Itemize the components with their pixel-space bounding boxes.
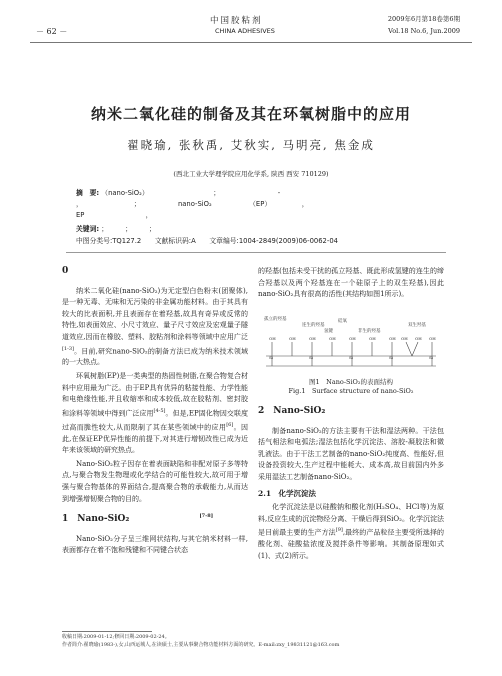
abstract-label: 摘 要: xyxy=(76,189,100,197)
citation: [1-3] xyxy=(62,345,74,352)
page-number: － 62 － xyxy=(36,27,68,36)
footnote-received: 收稿日期:2009-01-12;修回日期:2009-02-24。 xyxy=(62,634,170,640)
left-column xyxy=(62,266,248,559)
svg-text:OH: OH xyxy=(369,336,376,341)
fig-label-hbond: 氢键 xyxy=(324,329,333,334)
journal-name-cn: 中国胶粘剂 xyxy=(210,16,263,26)
svg-text:OH: OH xyxy=(401,336,408,341)
running-header xyxy=(0,14,502,44)
abstract-text-1: （nano-SiO₂） ； - xyxy=(101,189,281,197)
issue-volume: Vol.18 No.6, Jun.2009 xyxy=(388,27,460,35)
section-1-title: 1 Nano-SiO₂ xyxy=(62,514,130,525)
intro-p1-tail: 。目前,研究nano-SiO₂的制备方法已成为纳米技术领域的一大热点。 xyxy=(62,346,248,367)
header-rule xyxy=(30,42,472,43)
intro-paragraph-3: Nano-SiO₂粒子因存在着表面缺陷和非配对原子多等特点,与聚合物发生物理或化学结合的可能性较大,故可用于增强与聚合物基体的界面结合,提高聚合物的承载能力,从而达到增强增韧聚合物的目的。 xyxy=(62,459,248,503)
svg-text:Si: Si xyxy=(389,355,394,360)
section-1-heading xyxy=(62,511,248,526)
section-2-1-paragraph xyxy=(258,502,444,562)
section-2-1-heading: 2.1 化学沉淀法 xyxy=(258,488,317,498)
svg-text:OH: OH xyxy=(329,336,336,341)
svg-text:OH: OH xyxy=(389,336,396,341)
svg-text:OH: OH xyxy=(289,336,296,341)
svg-text:OH: OH xyxy=(415,336,422,341)
abstract-text-3: EP ， xyxy=(76,211,153,219)
section-2-1-tail: ,最终的产品粒径主要受所选择的酸化剂、硅酸盐浓度及搅拌条件等影响。其制备原理如式(1)、式(2)所示。 xyxy=(258,528,445,560)
section-1-paragraph: Nano-SiO₂分子呈三维网状结构,与其它纳米材料一样,表面都存在着不饱和残键和不同键合状态 xyxy=(62,534,248,555)
affiliation: (西北工业大学理学院应用化学系, 陕西 西安 710129) xyxy=(173,170,329,178)
svg-text:Si: Si xyxy=(309,355,314,360)
intro-p2-tail: 。但是,EP固化物因交联度过高而脆性较大,从而限制了其在某些领域中的应用 xyxy=(62,409,249,432)
atom-labels xyxy=(269,336,436,360)
figure-1-diagram xyxy=(258,312,444,374)
svg-text:Si: Si xyxy=(269,355,274,360)
intro-p2-tail2: 。因此,在保证EP优异性能的前提下,对其进行增韧改性已成为近年来该领域的研究热点。 xyxy=(62,423,248,455)
abstract-divider xyxy=(66,252,446,253)
intro-p2-text: 环氧树脂(EP)是一类典型的热固性树脂,在聚合物复合材料中应用最为广泛。由于EP具有优异的粘接性能、力学性能和电绝缘性能,并且收缩率和成本较低,故在胶粘剂、密封胶和涂料等领域中得到广泛应用 xyxy=(62,372,248,418)
fig-label-geminal: 双生羟基 xyxy=(408,323,426,328)
issue-date-cn: 2009年6月第18卷第6期 xyxy=(387,15,460,23)
figure-1-caption xyxy=(258,378,444,396)
citation: [6] xyxy=(226,421,234,428)
section-2-heading: 2 Nano-SiO₂ xyxy=(258,406,326,416)
keywords-text: ； ； ； xyxy=(101,225,156,233)
intro-p1-text: 纳米二氧化硅(nano-SiO₂)为无定型白色粉末(团聚体),是一种无毒、无味和无污染的非金属功能材料。由于其具有较大的比表面积,并且表面存在着羟基,故具有奇异或反常的特性,如表面效应、小尺寸效应、量子尺寸效应及宏观量子隧道效应,因而在橡胶、塑料、胶粘剂和涂料等领域中应用广泛 xyxy=(62,286,248,341)
keywords xyxy=(76,224,436,235)
section-2-1-text: 化学沉淀法是以硅酸钠和酸化剂(H₂SO₄、HCl等)为原料,反应生成的沉淀物经分离、干燥后得到SiO₂。化学沉淀法是目前最主要的生产方法 xyxy=(258,503,444,537)
silica-backbone xyxy=(266,342,436,366)
fig-label-siloxane: 硅氧 xyxy=(338,319,347,324)
abstract-line-1 xyxy=(76,188,436,199)
fig-label-nongen: 非生的羟基 xyxy=(358,329,381,334)
svg-text:OH: OH xyxy=(349,336,356,341)
svg-text:Si: Si xyxy=(429,355,434,360)
citation: [7-8] xyxy=(199,513,214,520)
figure-1-caption-en: Fig.1 Surface structure of nano-SiO₂ xyxy=(288,387,414,395)
svg-text:Si: Si xyxy=(349,355,354,360)
footnote-rule xyxy=(62,631,152,632)
classification-line: 中图分类号:TQ127.2 文献标识码:A 文章编号:1004-2849(2009)06-0062-04 xyxy=(76,237,338,245)
abstract-text-2: ， ； nano-SiO₂ （EP） ， xyxy=(76,200,309,208)
right-top-paragraph: 的羟基(包括未受干扰的孤立羟基、既此形成氢键的连生的缔合羟基以及两个羟基连在一个硅原子上的双生羟基),因此nano-SiO₂具有很高的活性(其结构如图1所示)。 xyxy=(258,267,444,299)
intro-heading: 0 xyxy=(62,266,69,276)
svg-text:OH: OH xyxy=(429,336,436,341)
paper-title: 纳米二氧化硅的制备及其在环氧树脂中的应用 xyxy=(90,105,411,123)
svg-text:OH: OH xyxy=(269,336,276,341)
citation: [4-5] xyxy=(153,407,166,414)
keywords-label: 关键词: xyxy=(76,225,100,233)
footnote-author: 作者简介:翟晓瑜(1983-),女,山西运城人,在读硕士,主要从事聚合物功能材料方面的研究。E-mail:zxy_19831121@163.com xyxy=(62,642,340,648)
citation: [9] xyxy=(335,527,343,534)
author-list: 翟晓瑜, 张秋禹, 艾秋实, 马明亮, 焦金成 xyxy=(127,138,375,152)
intro-paragraph-2 xyxy=(62,371,248,457)
section-2-paragraph: 制备nano-SiO₂的方法主要有干法和湿法两种。干法包括气相法和电弧法;湿法包括化学沉淀法、溶胶-凝胶法和微乳液法。由于干法工艺制备的nano-SiO₂纯度高、性能好,但设备投资较大,生产过程中能耗大、成本高,故目前国内外多采用湿法工艺制备nano-SiO₂。 xyxy=(258,426,444,481)
svg-text:OH: OH xyxy=(309,336,316,341)
journal-name-en: CHINA ADHESIVES xyxy=(215,27,275,35)
right-column-lower xyxy=(258,400,444,564)
intro-paragraph-1 xyxy=(62,286,248,369)
fig-label-vicinal: 连生的羟基 xyxy=(302,323,325,328)
right-column xyxy=(258,266,444,303)
fig-label-isolated: 孤立的羟基 xyxy=(264,317,287,322)
figure-1-caption-cn: 图1 Nano-SiO₂的表面结构 xyxy=(309,378,393,386)
